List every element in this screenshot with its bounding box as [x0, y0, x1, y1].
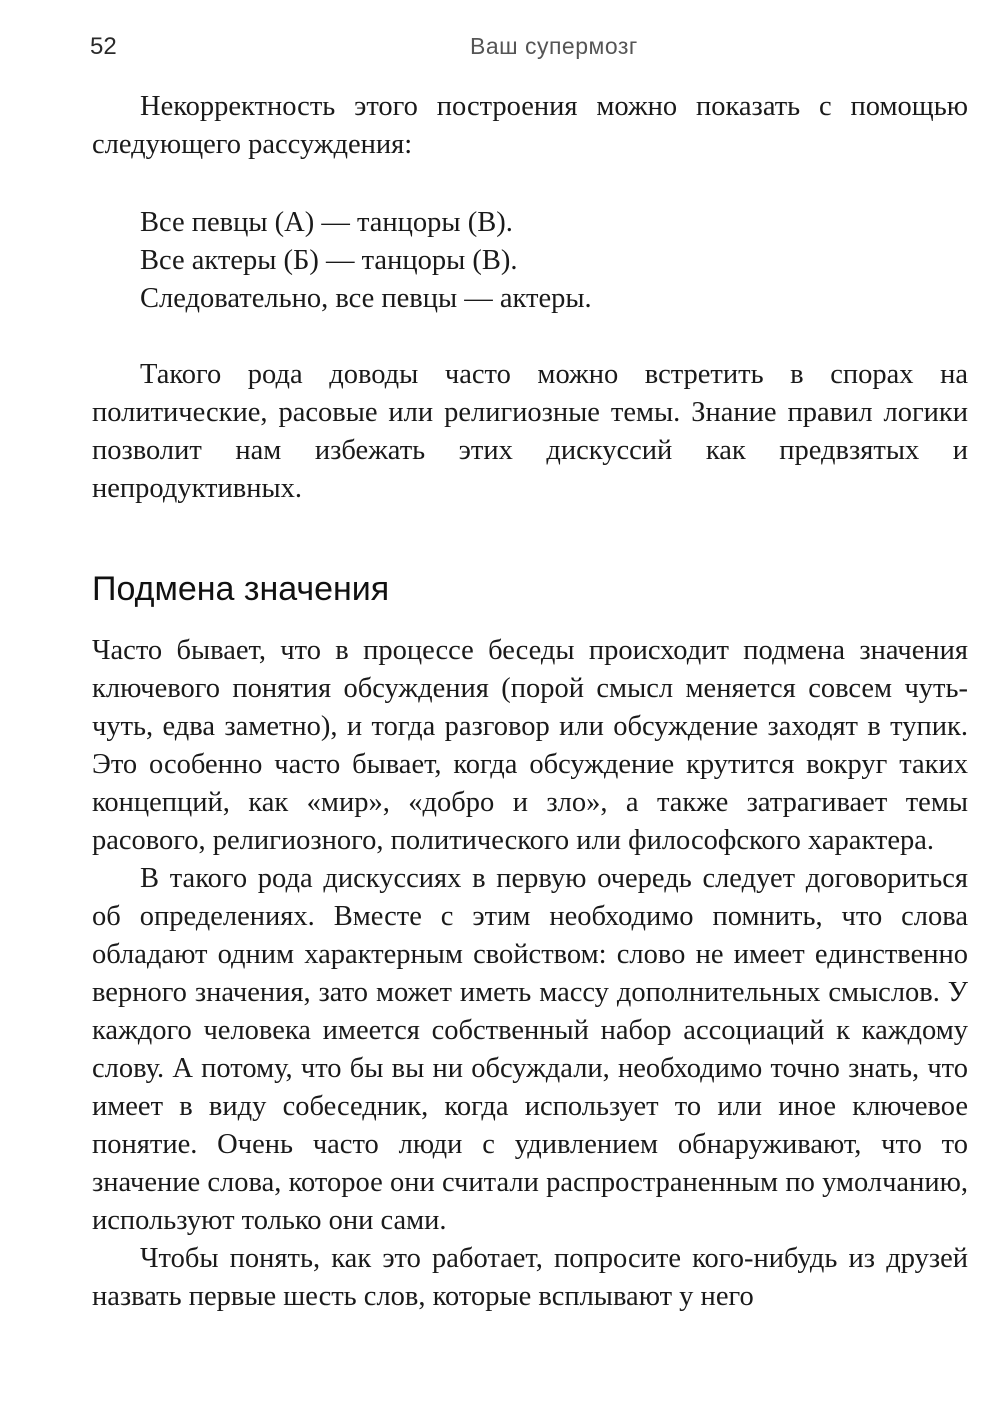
syllogism-premise-1: Все певцы (А) — танцоры (В).: [140, 207, 513, 238]
running-title: Ваш супермозг: [470, 33, 638, 59]
section-paragraph-1: Часто бывает, что в процессе беседы происходит подмена значения ключевого понятия обсуждения (порой смысл меняется совсем чуть-чуть, едва заметно), и тогда разговор или обсуждение заходят в тупик. Это особенно часто бывает, когда обсуждение крутится вокруг таких концепций, как «мир», «добро и зло», а также затрагивает темы расового, религиозного, политического или философского характера.: [92, 635, 968, 856]
page-body: [92, 88, 968, 1316]
section-paragraph-2: В такого рода дискуссиях в первую очередь следует договориться об определениях. Вместе с этим необходимо помнить, что слова обладают одним характерным свойством: слово не имеет единственно верного значения, зато может иметь массу дополнительных смыслов. У каждого человека имеется собственный набор ассоциаций к каждому слову. А потому, что бы вы ни обсуждали, необходимо точно знать, что имеет в виду собеседник, когда использует то или иное ключевое понятие. Очень часто люди с удивлением обнаруживают, что то значение слова, которое они считали распространенным по умолчанию, используют только они сами.: [92, 863, 968, 1236]
intro-paragraph: Некорректность этого построения можно показать с помощью следующего рассуждения:: [92, 91, 968, 160]
page-number: 52: [90, 33, 117, 60]
page-header: [0, 33, 1000, 65]
section-paragraph-3: Чтобы понять, как это работает, попросите кого-нибудь из друзей назвать первые шесть слов, которые всплывают у него: [92, 1243, 968, 1312]
section-heading: Подмена значения: [92, 570, 390, 608]
syllogism-premise-2: Все актеры (Б) — танцоры (В).: [140, 245, 518, 276]
argument-paragraph: Такого рода доводы часто можно встретить в спорах на политические, расовые или религиозные темы. Знание правил логики позволит нам избежать этих дискуссий как предвзятых и непродуктивных.: [92, 359, 968, 504]
syllogism-example: [140, 204, 968, 318]
syllogism-conclusion: Следовательно, все певцы — актеры.: [140, 283, 592, 314]
